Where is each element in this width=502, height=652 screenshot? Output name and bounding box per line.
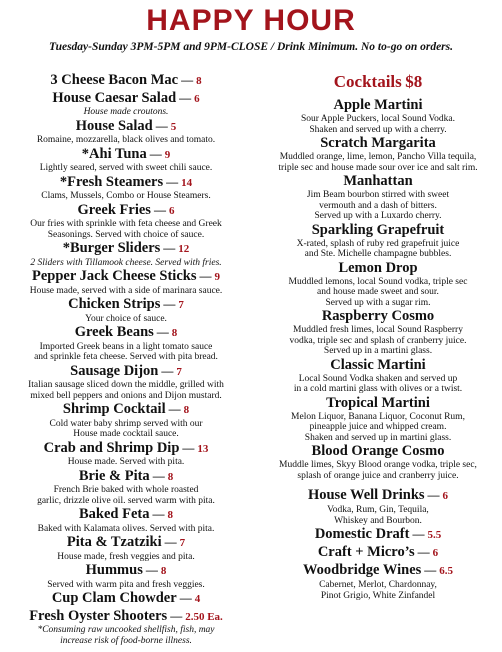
menu-item — [2, 72, 250, 90]
item-name: Scratch Margarita — [320, 135, 436, 151]
menu-item — [256, 526, 500, 544]
menu-item — [2, 118, 250, 146]
menu-item — [2, 608, 250, 647]
item-name: Lemon Drop — [338, 259, 418, 276]
menu-item — [2, 90, 250, 118]
item-name-line — [256, 443, 500, 460]
item-price: 8 — [167, 470, 174, 483]
cocktails-heading — [256, 72, 500, 94]
item-name: Baked Feta — [79, 506, 150, 522]
item-description: Muddled fresh limes, local Sound Raspberry — [293, 325, 463, 335]
item-description: House made, served with a side of marinara sauce. — [29, 285, 223, 296]
item-description: Cold water baby shrimp served with our — [49, 418, 203, 429]
item-name: Raspberry Cosmo — [321, 308, 435, 324]
price-dash: — — [153, 325, 172, 339]
item-description: Our fries with sprinkle with feta cheese and Greek — [30, 219, 222, 229]
item-description: and sprinkle feta cheese. Served with pita bread. — [34, 352, 218, 362]
price-dash: — — [179, 440, 198, 455]
item-price: 7 — [176, 365, 182, 378]
item-price: 6 — [432, 547, 439, 559]
item-name: Cup Clam Chowder — [51, 590, 177, 606]
item-name-line — [2, 268, 250, 286]
item-description: Vodka, Rum, Gin, Tequila, — [327, 505, 429, 515]
item-description: splash of orange juice and cranberry juice. — [297, 470, 459, 481]
item-name-line — [256, 260, 500, 277]
cocktails-heading-price: $8 — [405, 72, 423, 91]
item-description: Muddled orange, lime, lemon, Pancho Villa tequila, — [279, 152, 477, 162]
item-name-line — [2, 506, 250, 524]
item-name-line — [2, 401, 250, 419]
item-description: garlic, drizzle olive oil. served warm with pita. — [37, 495, 215, 506]
item-price: 6.5 — [439, 565, 454, 577]
item-price: 7 — [178, 299, 184, 311]
item-name-line — [2, 608, 250, 626]
price-dash: — — [409, 527, 428, 541]
item-description: House made croutons. — [83, 107, 169, 117]
item-description: *Consuming raw uncooked shellfish, fish, may — [37, 625, 215, 635]
item-description: X-rated, splash of ruby red grapefruit juice — [296, 238, 460, 249]
item-description: Your choice of sauce. — [85, 313, 167, 324]
item-name-line — [2, 363, 250, 381]
item-description: 2 Sliders with Tillamook cheese. Served with fries. — [30, 257, 222, 268]
item-description: French Brie baked with whole roasted — [53, 485, 199, 495]
item-name: Blood Orange Cosmo — [311, 443, 445, 459]
menu-item — [256, 260, 500, 309]
food-column — [2, 72, 250, 646]
menu-item — [256, 443, 500, 481]
item-name-line — [2, 174, 250, 192]
price-dash: — — [414, 545, 433, 559]
item-price: 6 — [194, 92, 200, 105]
item-name-line — [2, 534, 250, 552]
item-price: 12 — [178, 243, 190, 255]
item-name-line — [256, 308, 500, 325]
menu-item — [256, 395, 500, 444]
item-name-line — [2, 562, 250, 580]
price-dash: — — [424, 488, 443, 502]
item-name: Classic Martini — [330, 356, 426, 373]
menu-item — [256, 357, 500, 395]
item-name: House Caesar Salad — [52, 89, 177, 106]
menu-item — [2, 202, 250, 241]
item-name-line — [2, 324, 250, 342]
item-name-line — [2, 296, 250, 314]
item-description: mixed bell peppers and onions and Dijon mustard. — [30, 390, 222, 401]
menu-item — [2, 363, 250, 402]
cocktail-list — [256, 97, 500, 481]
item-description: House made cocktail sauce. — [73, 429, 179, 439]
item-name: Sparkling Grapefruit — [311, 221, 445, 238]
item-name: Sausage Dijon — [70, 362, 159, 379]
item-description: triple sec and house made sour over ice and salt rim. — [278, 162, 478, 173]
price-dash: — — [160, 241, 179, 255]
item-description: vermouth and a dash of bitters. — [319, 200, 437, 211]
item-description: Clams, Mussels, Combo or House Steamers. — [41, 191, 211, 201]
item-description: Served with warm pita and fresh veggies. — [47, 579, 205, 590]
item-price: 8 — [160, 565, 167, 577]
item-description: and house made sweet and sour. — [317, 287, 439, 297]
item-name: Pepper Jack Cheese Sticks — [32, 268, 197, 284]
item-name: Domestic Draft — [314, 526, 410, 542]
item-name-line — [2, 240, 250, 258]
item-name: Brie & Pita — [78, 467, 150, 484]
price-dash: — — [142, 563, 161, 577]
item-description: Shaken and served up in martini glass. — [304, 432, 452, 443]
item-description: Jim Beam bourbon stirred with sweet — [306, 190, 450, 200]
item-price: 8 — [171, 327, 178, 339]
item-name-line — [256, 395, 500, 412]
item-description: Served up with a Luxardo cherry. — [314, 211, 442, 221]
item-name-line — [256, 135, 500, 152]
drink-list — [256, 487, 500, 601]
item-description: Pinot Grigio, White Zinfandel — [320, 590, 436, 601]
item-price: 8 — [196, 75, 202, 87]
menu-item — [256, 97, 500, 135]
item-name: *Fresh Steamers — [59, 173, 164, 190]
price-dash: — — [160, 297, 179, 311]
item-description: House made. Served with pita. — [67, 457, 185, 467]
item-name-line — [2, 468, 250, 486]
item-name-line — [2, 90, 250, 108]
menu-item — [256, 562, 500, 601]
item-price: 14 — [181, 176, 193, 189]
item-name: Chicken Strips — [68, 296, 161, 312]
menu-item — [2, 506, 250, 534]
item-price: 7 — [179, 537, 186, 549]
item-description: Shaken and served up with a cherry. — [309, 124, 447, 135]
menu-item — [2, 296, 250, 324]
item-name-line — [256, 357, 500, 374]
item-description: Served up with a sugar rim. — [325, 297, 431, 308]
item-name-line — [256, 526, 500, 544]
menu-item — [256, 135, 500, 173]
item-name: Apple Martini — [333, 97, 423, 113]
menu-item — [256, 308, 500, 357]
price-dash: — — [149, 507, 168, 521]
menu-item — [2, 240, 250, 268]
item-description: vodka, triple sec and splash of cranberry juice. — [289, 335, 467, 346]
menu-item — [2, 401, 250, 440]
item-name: 3 Cheese Bacon Mac — [50, 72, 179, 88]
menu-item — [2, 324, 250, 363]
item-price: 6 — [442, 490, 449, 502]
price-dash: — — [150, 202, 169, 217]
menu-title: HAPPY HOUR — [146, 4, 356, 37]
item-description: Local Sound Vodka shaken and served up — [298, 373, 458, 384]
item-description: Cabernet, Merlot, Chardonnay, — [319, 580, 437, 590]
item-name: Craft + Micro’s — [317, 544, 415, 560]
price-dash: — — [146, 146, 165, 161]
item-price: 4 — [194, 593, 201, 605]
item-price: 6 — [168, 204, 175, 217]
item-name: *Burger Sliders — [62, 240, 161, 256]
item-price: 5 — [170, 120, 177, 133]
item-description: House made, fresh veggies and pita. — [57, 551, 195, 562]
item-price: 9 — [214, 271, 220, 283]
item-name-line — [256, 97, 500, 114]
item-name: House Salad — [75, 117, 153, 134]
item-description: Served up in a martini glass. — [323, 346, 433, 356]
item-name: Fresh Oyster Shooters — [29, 607, 168, 624]
item-price: 8 — [167, 509, 173, 521]
item-name-line — [2, 72, 250, 90]
menu-item — [2, 146, 250, 174]
menu-item — [2, 440, 250, 468]
price-dash: — — [165, 402, 184, 416]
item-description: Italian sausage sliced down the middle, grilled with — [28, 380, 224, 390]
item-name: House Well Drinks — [307, 487, 425, 503]
item-name: Greek Fries — [77, 201, 151, 218]
price-dash: — — [163, 174, 182, 189]
price-dash: — — [178, 73, 197, 87]
item-name: Woodbridge Wines — [302, 562, 422, 578]
item-name-line — [2, 590, 250, 608]
item-description: and Ste. Michelle champagne bubbles. — [304, 249, 452, 259]
item-price: 9 — [164, 148, 171, 161]
price-dash: — — [176, 591, 195, 605]
item-description: increase risk of food-borne illness. — [60, 635, 192, 646]
item-name-line — [256, 544, 500, 562]
item-name: Shrimp Cocktail — [62, 401, 166, 417]
menu-item — [2, 562, 250, 590]
item-description: Muddled lemons, local Sound vodka, triple sec — [288, 276, 468, 287]
item-price: 2.50 Ea. — [185, 610, 223, 623]
price-dash: — — [149, 468, 168, 483]
price-dash: — — [158, 363, 177, 378]
menu-item — [2, 534, 250, 562]
item-price: 8 — [183, 404, 190, 416]
item-name-line — [2, 440, 250, 458]
item-description: Romaine, mozzarella, black olives and tomato. — [36, 135, 216, 145]
item-name: Greek Beans — [74, 324, 154, 340]
price-dash: — — [176, 90, 195, 105]
menu-item — [2, 174, 250, 202]
menu-item — [256, 173, 500, 222]
menu-subtitle: Tuesday-Sunday 3PM-5PM and 9PM-CLOSE / Drink Minimum. No to-go on orders. — [48, 41, 454, 53]
item-name-line — [256, 173, 500, 190]
menu-item — [2, 468, 250, 507]
item-description: Lightly seared, served with sweet chili sauce. — [39, 163, 213, 173]
item-description: in a cold martini glass with olives or a twist. — [293, 384, 463, 394]
item-name: Manhattan — [343, 173, 413, 189]
item-description: Baked with Kalamata olives. Served with pita. — [37, 523, 215, 534]
item-name-line — [256, 222, 500, 239]
item-name-line — [256, 562, 500, 580]
item-name-line — [2, 118, 250, 136]
price-dash: — — [152, 118, 171, 133]
item-name: Tropical Martini — [326, 394, 430, 411]
cocktails-heading-text: Cocktails — [333, 72, 402, 91]
item-name-line — [2, 146, 250, 164]
item-name: *Ahi Tuna — [81, 145, 147, 162]
price-dash: — — [167, 608, 186, 623]
menu-item — [2, 268, 250, 296]
item-description: Whiskey and Bourbon. — [334, 515, 422, 526]
item-description: Seasonings. Served with choice of sauce. — [47, 229, 205, 240]
price-dash: — — [161, 535, 180, 549]
item-description: Muddle limes, Skyy Blood orange vodka, triple sec, — [279, 460, 477, 470]
item-description: Sour Apple Puckers, local Sound Vodka. — [300, 114, 456, 124]
item-name: Crab and Shrimp Dip — [43, 439, 180, 456]
item-name-line — [256, 487, 500, 505]
item-description: Melon Liquor, Banana Liquor, Coconut Rum, — [291, 411, 465, 422]
menu-item — [256, 222, 500, 260]
drinks-column — [256, 72, 500, 601]
item-name: Hummus — [85, 562, 143, 578]
item-price: 13 — [197, 442, 209, 455]
item-price: 5.5 — [427, 529, 442, 541]
item-name: Pita & Tzatziki — [66, 534, 162, 550]
price-dash: — — [196, 269, 215, 283]
menu-item — [256, 544, 500, 562]
menu-item — [2, 590, 250, 608]
item-name-line — [2, 202, 250, 220]
item-description: pineapple juice and whipped cream. — [309, 422, 447, 432]
price-dash: — — [421, 563, 440, 577]
item-description: Imported Greek beans in a light tomato sauce — [39, 341, 213, 352]
menu-item — [256, 487, 500, 526]
